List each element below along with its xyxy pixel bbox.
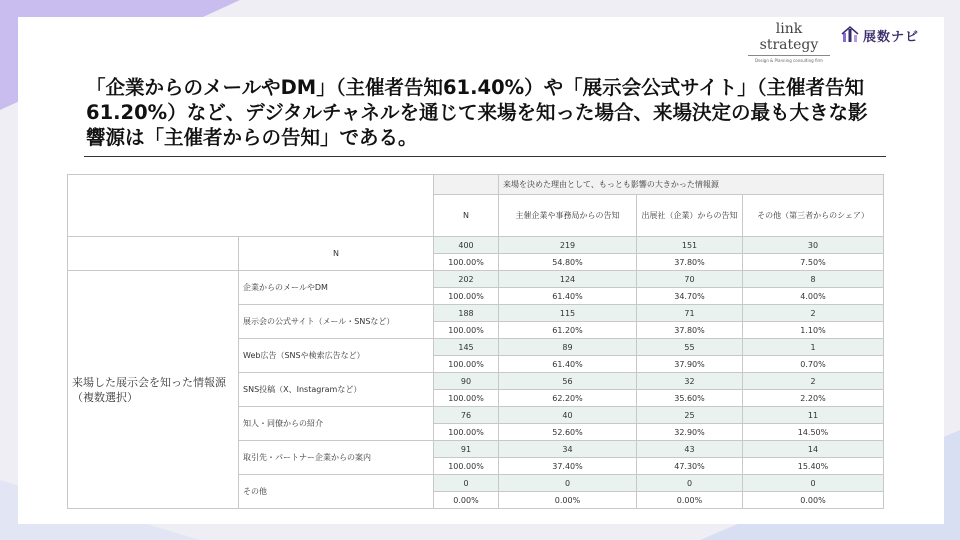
- table-cell: 47.30%: [637, 458, 743, 475]
- row-label: その他: [239, 475, 434, 509]
- table-cell: 37.80%: [637, 322, 743, 339]
- table-cell: 219: [499, 237, 637, 254]
- table-cell: 25: [637, 407, 743, 424]
- row-label: Web広告（SNSや検索広告など）: [239, 339, 434, 373]
- tenshu-navi-logo-icon: [840, 25, 860, 45]
- table-cell: 43: [637, 441, 743, 458]
- column-header: その他（第三者からのシェア）: [743, 195, 884, 237]
- table-cell: 8: [743, 271, 884, 288]
- column-header: N: [434, 195, 499, 237]
- table-cell: 90: [434, 373, 499, 390]
- table-cell: 0: [434, 475, 499, 492]
- table-cell: 15.40%: [743, 458, 884, 475]
- table-cell: 115: [499, 305, 637, 322]
- table-cell: 56: [499, 373, 637, 390]
- table-cell: 0: [637, 475, 743, 492]
- table-cell: 2: [743, 373, 884, 390]
- table-blank-cell: [68, 237, 239, 271]
- table-cell: 400: [434, 237, 499, 254]
- table-cell: 100.00%: [434, 390, 499, 407]
- table-cell: 34.70%: [637, 288, 743, 305]
- table-cell: 34: [499, 441, 637, 458]
- table-cell: 2: [743, 305, 884, 322]
- table-cell: 32: [637, 373, 743, 390]
- table-cell: 0.00%: [743, 492, 884, 509]
- link-strategy-logo-text: link strategy: [748, 21, 830, 56]
- table-cell: 100.00%: [434, 288, 499, 305]
- column-header: 主催企業や事務局からの告知: [499, 195, 637, 237]
- table-cell: 89: [499, 339, 637, 356]
- table-cell: 61.20%: [499, 322, 637, 339]
- link-strategy-logo: [748, 21, 830, 63]
- table-cell: 1.10%: [743, 322, 884, 339]
- table-cell: 37.40%: [499, 458, 637, 475]
- table-header-blank: [434, 175, 499, 195]
- row-label: 取引先・パートナー企業からの案内: [239, 441, 434, 475]
- table-cell: 100.00%: [434, 356, 499, 373]
- table-cell: 61.40%: [499, 356, 637, 373]
- table-cell: 145: [434, 339, 499, 356]
- table-cell: 100.00%: [434, 322, 499, 339]
- table-cell: 32.90%: [637, 424, 743, 441]
- table-cell: 0.70%: [743, 356, 884, 373]
- table-cell: 40: [499, 407, 637, 424]
- row-label: SNS投稿（X、Instagramなど）: [239, 373, 434, 407]
- table-cell: 124: [499, 271, 637, 288]
- table-cell: 70: [637, 271, 743, 288]
- category-label: 来場した展示会を知った情報源（複数選択）: [68, 271, 239, 509]
- row-label: 企業からのメールやDM: [239, 271, 434, 305]
- table-cell: 14: [743, 441, 884, 458]
- column-header: 出展社（企業）からの告知: [637, 195, 743, 237]
- table-corner: [68, 175, 434, 237]
- table-cell: 54.80%: [499, 254, 637, 271]
- table-cell: 30: [743, 237, 884, 254]
- table-cell: 100.00%: [434, 424, 499, 441]
- link-strategy-logo-subtext: Design & Planning consulting firm: [755, 58, 823, 63]
- table-cell: 35.60%: [637, 390, 743, 407]
- table-cell: 0.00%: [499, 492, 637, 509]
- table-group-header: 来場を決めた理由として、もっとも影響の大きかった情報源: [499, 175, 884, 195]
- table-cell: 0.00%: [434, 492, 499, 509]
- table-cell: 100.00%: [434, 458, 499, 475]
- tenshu-navi-logo-text: 展数ナビ: [863, 29, 920, 45]
- table-cell: 4.00%: [743, 288, 884, 305]
- table-cell: 0: [743, 475, 884, 492]
- table-cell: 52.60%: [499, 424, 637, 441]
- table-cell: 0.00%: [637, 492, 743, 509]
- survey-table: [67, 174, 884, 509]
- table-cell: 14.50%: [743, 424, 884, 441]
- table-cell: 1: [743, 339, 884, 356]
- table-cell: 62.20%: [499, 390, 637, 407]
- table-cell: 61.40%: [499, 288, 637, 305]
- divider: [84, 156, 886, 157]
- headline: 「企業からのメールやDM」（主催者告知61.40%）や「展示会公式サイト」（主催者告知61.20%）など、デジタルチャネルを通じて来場を知った場合、来場決定の最も大きな影響源は「主催者からの告知」である。: [86, 76, 868, 149]
- table-cell: 202: [434, 271, 499, 288]
- table-cell: 2.20%: [743, 390, 884, 407]
- table-cell: 151: [637, 237, 743, 254]
- row-label: 知人・同僚からの紹介: [239, 407, 434, 441]
- table-cell: 71: [637, 305, 743, 322]
- table-cell: 37.80%: [637, 254, 743, 271]
- table-cell: 91: [434, 441, 499, 458]
- table-cell: 7.50%: [743, 254, 884, 271]
- table-cell: 100.00%: [434, 254, 499, 271]
- slide: [18, 17, 944, 524]
- table-cell: 37.90%: [637, 356, 743, 373]
- table-cell: 11: [743, 407, 884, 424]
- table-cell: 55: [637, 339, 743, 356]
- total-row-label: N: [239, 237, 434, 271]
- table-cell: 76: [434, 407, 499, 424]
- row-label: 展示会の公式サイト（メール・SNSなど）: [239, 305, 434, 339]
- table-cell: 188: [434, 305, 499, 322]
- table-cell: 0: [499, 475, 637, 492]
- tenshu-navi-logo: [840, 25, 919, 45]
